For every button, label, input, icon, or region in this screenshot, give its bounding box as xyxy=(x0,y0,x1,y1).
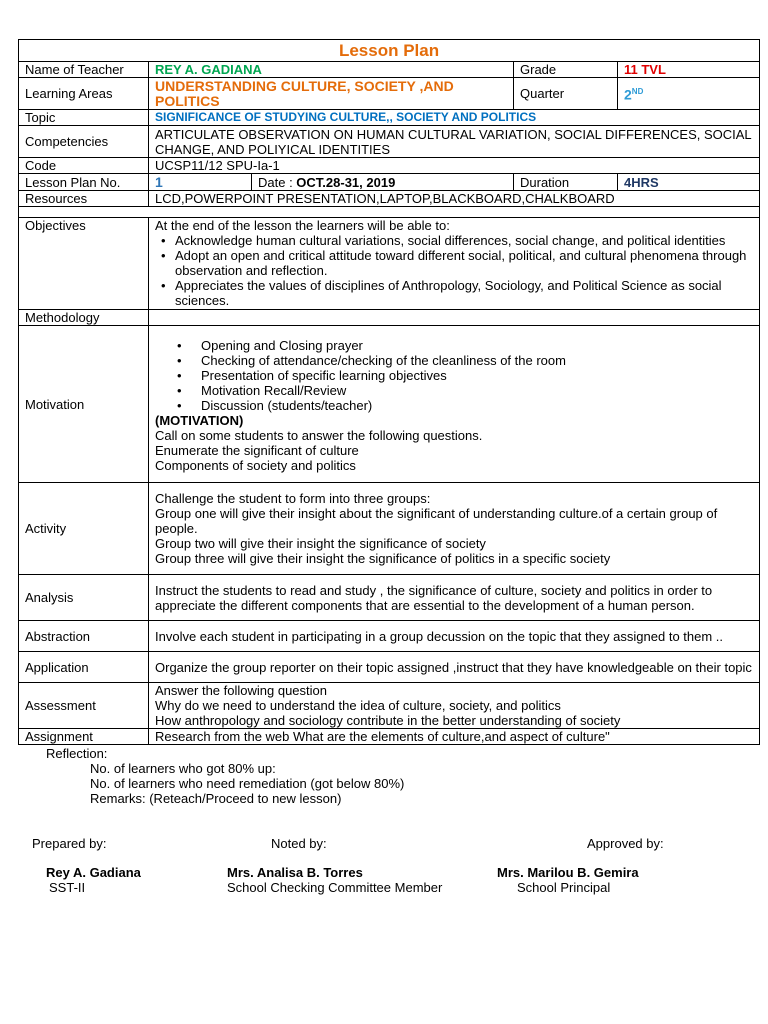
signatures-section xyxy=(18,836,759,916)
methodology-value xyxy=(149,310,760,326)
competencies-label: Competencies xyxy=(19,126,149,158)
reflection-label: Reflection: xyxy=(46,746,108,761)
list-item: • Discussion (students/teacher) xyxy=(201,398,753,413)
page-title: Lesson Plan xyxy=(19,40,760,62)
reflection-line: No. of learners who need remediation (got below 80%) xyxy=(90,776,405,791)
grade-value: 11 TVL xyxy=(618,62,760,78)
topic-value: SIGNIFICANCE OF STUDYING CULTURE,, SOCIETY AND POLITICS xyxy=(149,110,760,126)
topic-label: Topic xyxy=(19,110,149,126)
activity-line: Group two will give their insight the significance of society xyxy=(155,536,486,551)
list-item: • Adopt an open and critical attitude toward different social, political, and cultural phenomena through observation and reflection. xyxy=(175,248,753,278)
analysis-label: Analysis xyxy=(19,575,149,621)
competencies-value: ARTICULATE OBSERVATION ON HUMAN CULTURAL VARIATION, SOCIAL DIFFERENCES, SOCIAL CHANGE, AND POLIYICAL IDENTITIES xyxy=(149,126,760,158)
activity-line: Challenge the student to form into three groups: xyxy=(155,491,431,506)
date-cell xyxy=(252,174,514,191)
motivation-list xyxy=(155,338,753,413)
code-label: Code xyxy=(19,158,149,174)
motivation-label: Motivation xyxy=(19,326,149,483)
lesson-no-label: Lesson Plan No. xyxy=(19,174,149,191)
prepared-by-label: Prepared by: xyxy=(32,836,107,851)
teacher-label: Name of Teacher xyxy=(19,62,149,78)
date-label: Date : xyxy=(258,174,297,190)
lesson-plan-table xyxy=(18,39,760,745)
resources-label: Resources xyxy=(19,191,149,207)
list-item: • Opening and Closing prayer xyxy=(201,338,753,353)
activity-line: Group one will give their insight about the significant of understanding culture.of a certain group of people. xyxy=(155,506,718,536)
list-item: • Presentation of specific learning objectives xyxy=(201,368,753,383)
list-item: • Motivation Recall/Review xyxy=(201,383,753,398)
date-value: OCT.28-31, 2019 xyxy=(296,174,396,190)
resources-value: LCD,POWERPOINT PRESENTATION,LAPTOP,BLACKBOARD,CHALKBOARD xyxy=(149,191,760,207)
analysis-value: Instruct the students to read and study , the significance of culture, society and politics in order to appreciate the different components that are essential to the development of a human person. xyxy=(149,575,760,621)
lesson-no-value: 1 xyxy=(149,174,252,191)
motivation-line: Call on some students to answer the following questions. xyxy=(155,428,483,443)
list-item: • Appreciates the values of disciplines of Anthropology, Sociology, and Political Science as social sciences. xyxy=(175,278,753,308)
learning-areas-value: UNDERSTANDING CULTURE, SOCIETY ,AND POLITICS xyxy=(149,78,514,110)
abstraction-value: Involve each student in participating in a group decussion on the topic that they assigned to them .. xyxy=(149,621,760,652)
quarter-value xyxy=(618,78,760,110)
quarter-label: Quarter xyxy=(514,78,618,110)
noted-by-label: Noted by: xyxy=(271,836,327,851)
duration-value: 4HRS xyxy=(618,174,760,191)
lesson-plan-sheet xyxy=(18,39,759,916)
objectives-intro: At the end of the lesson the learners will be able to: xyxy=(155,218,450,233)
list-item: • Acknowledge human cultural variations, social differences, social change, and political identities xyxy=(175,233,753,248)
teacher-value: REY A. GADIANA xyxy=(149,62,514,78)
approved-by-name: Mrs. Marilou B. Gemira xyxy=(497,865,639,880)
quarter-suffix: ND xyxy=(631,87,644,97)
assessment-label: Assessment xyxy=(19,683,149,729)
spacer-row xyxy=(19,207,760,218)
learning-areas-label: Learning Areas xyxy=(19,78,149,110)
objectives-cell xyxy=(149,218,760,310)
motivation-cell xyxy=(149,326,760,483)
grade-label: Grade xyxy=(514,62,618,78)
activity-line: Group three will give their insight the significance of politics in a specific society xyxy=(155,551,611,566)
assessment-line: How anthropology and sociology contribute in the better understanding of society xyxy=(155,713,621,728)
activity-cell xyxy=(149,483,760,575)
approved-by-role: School Principal xyxy=(517,880,611,895)
prepared-by-role: SST-II xyxy=(49,880,86,895)
code-value: UCSP11/12 SPU-Ia-1 xyxy=(149,158,760,174)
reflection-line: No. of learners who got 80% up: xyxy=(90,761,276,776)
motivation-heading: (MOTIVATION) xyxy=(155,413,244,428)
assignment-label: Assignment xyxy=(19,729,149,745)
noted-by-name: Mrs. Analisa B. Torres xyxy=(227,865,363,880)
motivation-line: Enumerate the significant of culture xyxy=(155,443,359,458)
motivation-line: Components of society and politics xyxy=(155,458,356,473)
prepared-by-name: Rey A. Gadiana xyxy=(46,865,141,880)
abstraction-label: Abstraction xyxy=(19,621,149,652)
quarter-number: 2 xyxy=(624,86,632,103)
approved-by-label: Approved by: xyxy=(587,836,664,851)
assessment-line: Why do we need to understand the idea of culture, society, and politics xyxy=(155,698,561,713)
reflection-line: Remarks: (Reteach/Proceed to new lesson) xyxy=(90,791,342,806)
methodology-label: Methodology xyxy=(19,310,149,326)
objectives-list xyxy=(155,233,753,308)
list-item: • Checking of attendance/checking of the cleanliness of the room xyxy=(201,353,753,368)
application-label: Application xyxy=(19,652,149,683)
noted-by-role: School Checking Committee Member xyxy=(227,880,443,895)
objectives-label: Objectives xyxy=(19,218,149,310)
activity-label: Activity xyxy=(19,483,149,575)
assessment-line: Answer the following question xyxy=(155,683,327,698)
assessment-cell xyxy=(149,683,760,729)
duration-label: Duration xyxy=(514,174,618,191)
reflection-section xyxy=(18,746,759,806)
application-value: Organize the group reporter on their topic assigned ,instruct that they have knowledgeable on their topic xyxy=(149,652,760,683)
assignment-value: Research from the web What are the elements of culture,and aspect of culture" xyxy=(149,729,760,745)
